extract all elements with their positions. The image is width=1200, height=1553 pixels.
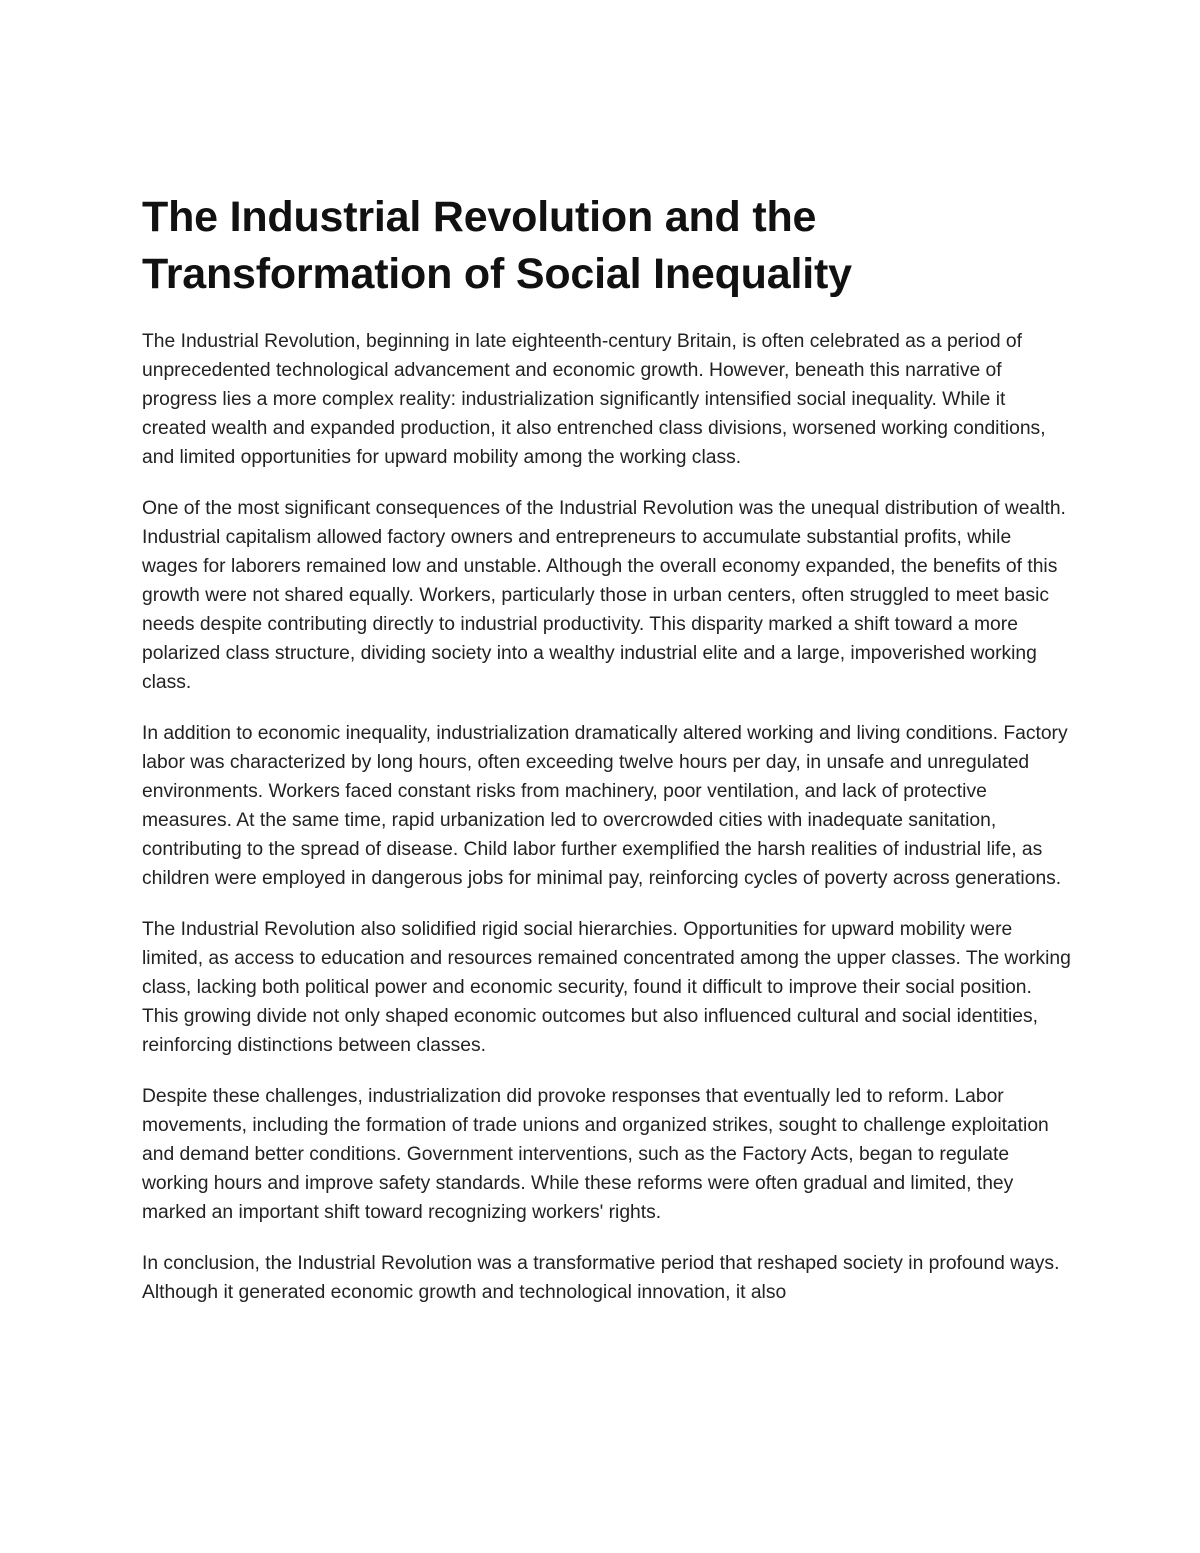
paragraph-1: The Industrial Revolution, beginning in late eighteenth-century Britain, is often celebrated as a period of unprecedented technological advancement and economic growth. However, beneath this narrative of progress lies a more complex reality: industrialization significantly intensified social inequality. While it created wealth and expanded production, it also entrenched class divisions, worsened working conditions, and limited opportunities for upward mobility among the working class. — [142, 331, 1046, 468]
paragraph-3: In addition to economic inequality, industrialization dramatically altered working and living conditions. Factory labor was characterized by long hours, often exceeding twelve hours per day, in unsafe and unregulated environments. Workers faced constant risks from machinery, poor ventilation, and lack of protective measures. At the same time, rapid urbanization led to overcrowded cities with inadequate sanitation, contributing to the spread of disease. Child labor further exemplified the harsh realities of industrial life, as children were employed in dangerous jobs for minimal pay, reinforcing cycles of poverty across generations. — [142, 723, 1068, 889]
paragraph-2: One of the most significant consequences of the Industrial Revolution was the unequal distribution of wealth. Industrial capitalism allowed factory owners and entrepreneurs to accumulate substantial profits, while wages for laborers remained low and unstable. Although the overall economy expanded, the benefits of this growth were not shared equally. Workers, particularly those in urban centers, often struggled to meet basic needs despite contributing directly to industrial productivity. This disparity marked a shift toward a more polarized class structure, dividing society into a wealthy industrial elite and a large, impoverished working class. — [142, 498, 1066, 693]
paragraph-5: Despite these challenges, industrialization did provoke responses that eventually led to reform. Labor movements, including the formation of trade unions and organized strikes, sought to challenge exploitation and demand better conditions. Government interventions, such as the Factory Acts, began to regulate working hours and improve safety standards. While these reforms were often gradual and limited, they marked an important shift toward recognizing workers' rights. — [142, 1086, 1049, 1223]
document-title: The Industrial Revolution and the Transformation of Social Inequality — [142, 193, 852, 298]
document-body — [142, 327, 1072, 1307]
document-page — [142, 189, 1072, 1329]
paragraph-4: The Industrial Revolution also solidified rigid social hierarchies. Opportunities for upward mobility were limited, as access to education and resources remained concentrated among the upper classes. The working class, lacking both political power and economic security, found it difficult to improve their social position. This growing divide not only shaped economic outcomes but also influenced cultural and social identities, reinforcing distinctions between classes. — [142, 919, 1071, 1056]
paragraph-6: In conclusion, the Industrial Revolution was a transformative period that reshaped society in profound ways. Although it generated economic growth and technological innovation, it also — [142, 1253, 1060, 1303]
